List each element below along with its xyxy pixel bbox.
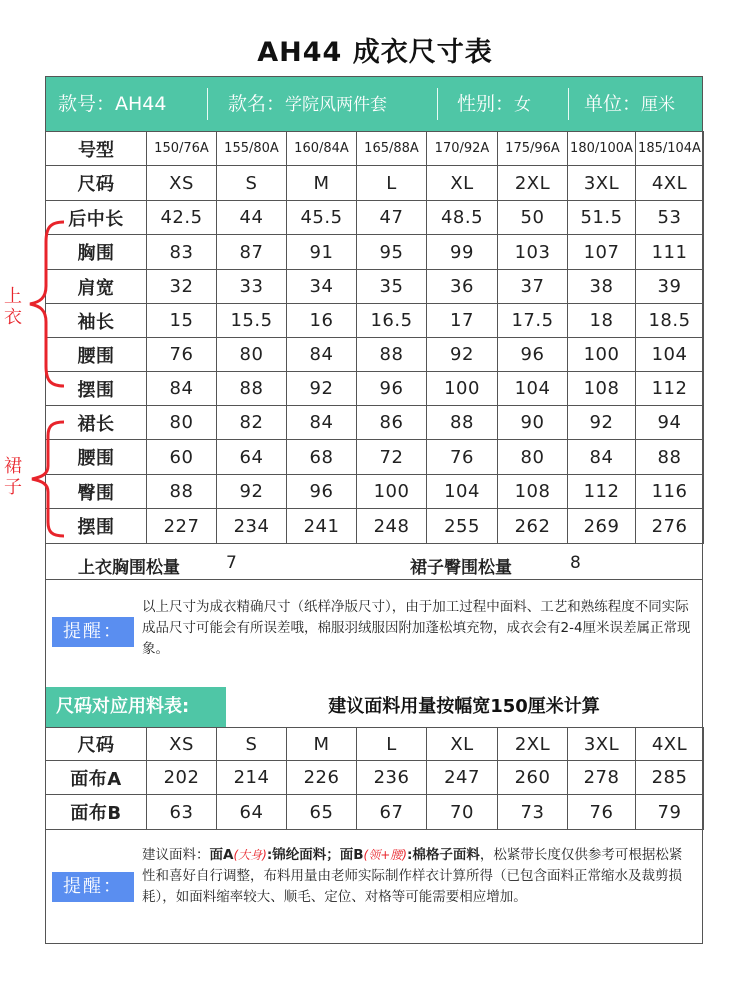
unit-value: 厘米 <box>641 95 676 115</box>
table-cell: XS <box>147 728 217 761</box>
row-label: 尺码 <box>46 166 147 201</box>
table-cell: 108 <box>498 475 568 509</box>
table-row <box>46 270 704 304</box>
top-chest-ease-value: 7 <box>226 553 237 573</box>
table-cell: M <box>287 728 357 761</box>
table-row <box>46 304 704 338</box>
row-label: 后中长 <box>46 201 147 235</box>
table-cell: 278 <box>568 761 636 795</box>
table-row <box>46 132 704 166</box>
table-cell: 65 <box>287 795 357 830</box>
table-cell: 88 <box>357 338 427 372</box>
table-cell: 80 <box>147 406 217 440</box>
table-cell: 95 <box>357 235 427 270</box>
table-cell: 35 <box>357 270 427 304</box>
table-cell: 72 <box>357 440 427 475</box>
table-cell: XL <box>427 166 498 201</box>
table-cell: 73 <box>498 795 568 830</box>
size-table <box>45 131 704 544</box>
size-sheet <box>45 76 703 944</box>
row-label: 摆围 <box>46 372 147 406</box>
table-cell: 84 <box>287 338 357 372</box>
table-cell: 96 <box>498 338 568 372</box>
table-cell: 96 <box>287 475 357 509</box>
table-cell: 45.5 <box>287 201 357 235</box>
table-cell: 214 <box>217 761 287 795</box>
table-row <box>46 475 704 509</box>
table-cell: XL <box>427 728 498 761</box>
top-chest-ease-label: 上衣胸围松量 <box>78 558 180 578</box>
divider <box>46 579 702 580</box>
table-cell: S <box>217 166 287 201</box>
table-cell: 155/80A <box>217 132 287 166</box>
table-cell: 64 <box>217 440 287 475</box>
reminder-text: 以上尺寸为成衣精确尺寸（纸样净版尺寸），由于加工过程中面料、工艺和熟练程度不同实际成品尺寸可能会有所误差哦，棉服羽绒服因附加蓬松填充物，成衣会有2-4厘米误差属正常现象。 <box>142 599 691 657</box>
table-cell: 34 <box>287 270 357 304</box>
table-cell: 226 <box>287 761 357 795</box>
table-cell: 82 <box>217 406 287 440</box>
table-cell: M <box>287 166 357 201</box>
table-row <box>46 795 704 830</box>
table-row <box>46 166 704 201</box>
table-cell: 50 <box>498 201 568 235</box>
gender <box>457 77 531 131</box>
table-cell: 2XL <box>498 728 568 761</box>
row-label: 肩宽 <box>46 270 147 304</box>
table-cell: 80 <box>217 338 287 372</box>
fabric-usage-title: 尺码对应用料表: <box>46 687 226 727</box>
table-cell: 47 <box>357 201 427 235</box>
table-cell: 83 <box>147 235 217 270</box>
table-row <box>46 509 704 544</box>
table-cell: 60 <box>147 440 217 475</box>
table-row <box>46 372 704 406</box>
fabric-a-label: 面A <box>209 847 234 863</box>
table-cell: 79 <box>636 795 704 830</box>
top-group-bracket <box>22 220 68 390</box>
fabric-a-part: (大身) <box>233 848 267 862</box>
table-cell: 2XL <box>498 166 568 201</box>
table-row <box>46 728 704 761</box>
row-label: 号型 <box>46 132 147 166</box>
row-label: 臀围 <box>46 475 147 509</box>
table-cell: 42.5 <box>147 201 217 235</box>
table-cell: 112 <box>568 475 636 509</box>
header-divider <box>437 88 438 120</box>
fabric-width-note: 建议面料用量按幅宽150厘米计算 <box>328 696 600 717</box>
table-cell: 53 <box>636 201 704 235</box>
table-cell: 202 <box>147 761 217 795</box>
table-cell: 86 <box>357 406 427 440</box>
table-cell: 16 <box>287 304 357 338</box>
row-label: 胸围 <box>46 235 147 270</box>
style-name-value: 学院风两件套 <box>285 95 388 115</box>
table-cell: 247 <box>427 761 498 795</box>
table-row <box>46 338 704 372</box>
unit-label: 单位： <box>584 93 642 115</box>
table-row <box>46 201 704 235</box>
table-cell: 170/92A <box>427 132 498 166</box>
table-cell: 100 <box>427 372 498 406</box>
table-cell: 17 <box>427 304 498 338</box>
table-row <box>46 761 704 795</box>
table-cell: 3XL <box>568 728 636 761</box>
table-cell: 15 <box>147 304 217 338</box>
reminder-badge: 提醒： <box>52 617 134 647</box>
skirt-group-bracket <box>22 420 68 538</box>
table-cell: 16.5 <box>357 304 427 338</box>
table-cell: 76 <box>568 795 636 830</box>
table-cell: 100 <box>568 338 636 372</box>
table-cell: 92 <box>568 406 636 440</box>
table-cell: 84 <box>568 440 636 475</box>
table-cell: 108 <box>568 372 636 406</box>
skirt-hip-ease-label: 裙子臀围松量 <box>410 558 512 578</box>
table-cell: 4XL <box>636 728 704 761</box>
table-cell: 104 <box>427 475 498 509</box>
fabric-reminder-text <box>142 845 694 908</box>
table-cell: 39 <box>636 270 704 304</box>
table-cell: 44 <box>217 201 287 235</box>
table-cell: 88 <box>636 440 704 475</box>
table-cell: 67 <box>357 795 427 830</box>
row-label: 袖长 <box>46 304 147 338</box>
table-cell: 80 <box>498 440 568 475</box>
table-cell: 276 <box>636 509 704 544</box>
table-cell: 37 <box>498 270 568 304</box>
table-cell: 84 <box>147 372 217 406</box>
row-label: 裙长 <box>46 406 147 440</box>
table-cell: 33 <box>217 270 287 304</box>
table-cell: L <box>357 166 427 201</box>
table-cell: 165/88A <box>357 132 427 166</box>
table-cell: 88 <box>147 475 217 509</box>
table-cell: 51.5 <box>568 201 636 235</box>
skirt-hip-ease-value: 8 <box>570 553 581 573</box>
table-cell: 255 <box>427 509 498 544</box>
style-name-label: 款名： <box>228 93 286 115</box>
table-cell: 160/84A <box>287 132 357 166</box>
table-cell: 107 <box>568 235 636 270</box>
looseness-row <box>46 549 702 579</box>
table-cell: 48.5 <box>427 201 498 235</box>
table-cell: 18 <box>568 304 636 338</box>
table-cell: S <box>217 728 287 761</box>
table-cell: 92 <box>427 338 498 372</box>
table-cell: 18.5 <box>636 304 704 338</box>
fabric-reminder-lead: 建议面料： <box>142 847 210 863</box>
fabric-b-part: (领+腰) <box>363 848 407 862</box>
table-cell: 185/104A <box>636 132 704 166</box>
product-header-bar <box>46 77 702 131</box>
table-cell: 111 <box>636 235 704 270</box>
table-cell: 91 <box>287 235 357 270</box>
table-cell: 112 <box>636 372 704 406</box>
fabric-b-material: :棉格子面料 <box>406 847 480 863</box>
table-cell: 32 <box>147 270 217 304</box>
style-name <box>228 77 387 131</box>
table-cell: 103 <box>498 235 568 270</box>
table-cell: 17.5 <box>498 304 568 338</box>
table-cell: 94 <box>636 406 704 440</box>
table-cell: 260 <box>498 761 568 795</box>
table-cell: 100 <box>357 475 427 509</box>
fabric-table <box>45 727 704 830</box>
gender-value: 女 <box>514 95 532 115</box>
table-cell: 38 <box>568 270 636 304</box>
table-row <box>46 440 704 475</box>
table-row <box>46 406 704 440</box>
table-cell: 236 <box>357 761 427 795</box>
row-label: 面布B <box>46 795 147 830</box>
unit <box>584 77 675 131</box>
table-cell: 227 <box>147 509 217 544</box>
table-cell: 92 <box>287 372 357 406</box>
table-cell: 269 <box>568 509 636 544</box>
table-cell: 234 <box>217 509 287 544</box>
table-cell: 175/96A <box>498 132 568 166</box>
table-cell: 88 <box>427 406 498 440</box>
reminder-badge: 提醒： <box>52 872 134 902</box>
table-cell: XS <box>147 166 217 201</box>
table-cell: 70 <box>427 795 498 830</box>
table-cell: 4XL <box>636 166 704 201</box>
table-cell: 99 <box>427 235 498 270</box>
table-cell: 76 <box>147 338 217 372</box>
row-label: 腰围 <box>46 338 147 372</box>
table-cell: 150/76A <box>147 132 217 166</box>
table-cell: 84 <box>287 406 357 440</box>
table-cell: 248 <box>357 509 427 544</box>
table-cell: 285 <box>636 761 704 795</box>
table-cell: 36 <box>427 270 498 304</box>
table-cell: 3XL <box>568 166 636 201</box>
table-cell: 241 <box>287 509 357 544</box>
table-cell: L <box>357 728 427 761</box>
header-divider <box>568 88 569 120</box>
gender-label: 性别： <box>457 93 515 115</box>
fabric-reminder-body: ，松紧带长度仅供参考可根据松紧性和喜好自行调整，布料用量由老师实际制作样衣计算所得（已包含面料正常缩水及裁剪损耗），如面料缩率较大、顺毛、定位、对格等可能需要相应增加。 <box>142 847 683 905</box>
style-number-value: AH44 <box>115 93 167 115</box>
row-label: 尺码 <box>46 728 147 761</box>
table-cell: 63 <box>147 795 217 830</box>
table-cell: 96 <box>357 372 427 406</box>
style-number-label: 款号： <box>58 93 116 115</box>
table-cell: 64 <box>217 795 287 830</box>
row-label: 摆围 <box>46 509 147 544</box>
skirt-group-label: 裙子 <box>4 456 22 498</box>
table-cell: 88 <box>217 372 287 406</box>
table-cell: 180/100A <box>568 132 636 166</box>
row-label: 腰围 <box>46 440 147 475</box>
top-group-label: 上衣 <box>4 286 22 328</box>
table-cell: 262 <box>498 509 568 544</box>
page-title: AH44 成衣尺寸表 <box>257 37 493 68</box>
table-row <box>46 235 704 270</box>
table-cell: 87 <box>217 235 287 270</box>
header-divider <box>207 88 208 120</box>
table-cell: 15.5 <box>217 304 287 338</box>
table-cell: 104 <box>636 338 704 372</box>
table-cell: 90 <box>498 406 568 440</box>
row-label: 面布A <box>46 761 147 795</box>
table-cell: 104 <box>498 372 568 406</box>
style-number <box>58 77 166 131</box>
table-cell: 76 <box>427 440 498 475</box>
table-cell: 92 <box>217 475 287 509</box>
fabric-a-material: :锦纶面料；面B <box>266 847 364 863</box>
table-cell: 116 <box>636 475 704 509</box>
table-cell: 68 <box>287 440 357 475</box>
